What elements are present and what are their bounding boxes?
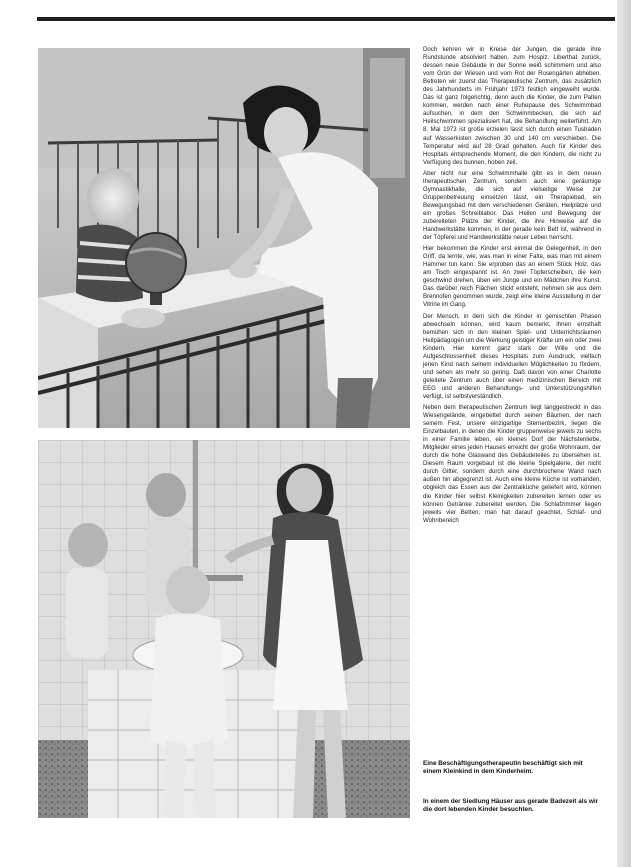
top-rule: [37, 17, 615, 21]
caption-top-photo: Eine Beschäftigungstherapeutin beschäftigt sich mit einem Kleinkind in dem Kinderheim.: [423, 760, 583, 776]
caption-bottom-photo: In einem der Siedlung Häuser aus gerade Badezeit als wir die dort lebenden Kinder besuchten.: [423, 797, 599, 814]
article-paragraph: Hier bekommen die Kinder erst einmal die Gelegenheit, in den Griff, da lernte, wie, was man in einer Falte, was man mit einem Hammer tun kann. Sie erproben das an einem Stück Holz, das am Tisch eingespannt ist. An zwei Töpferscheiben, die kein geschwind drehen, üben ein Junge und ein Mädchen ihre Kunst. Das darüber reich Flächen stickt entsteht, nehmen sie aus dem Brennofen genommen wurde, zeigt eine kleine Ausstellung in der Vitrine im Gang.: [423, 245, 601, 309]
article-paragraph: Aber nicht nur eine Schwimmhalle gibt es in dem neuen therapeutischen Zentrum, sondern auch eine geräumige Gymnastikhalle, die sich auf vielseitige Weise zur Gruppenbetreuung einsetzen lässt, ein Therapiebad, ein Bewegungsbad mit dem verschiedenen Geräten, Heilplätze und ein großes Schreiblabor. Das Heilen und Bewegung der zubereiteten Plätze der Kinder, die ihre Hinweise auf die Handwerkstätte kommen, in der gerade kein Bett ist, während in der Töpferei und Handwerkstätte neuer Leben herrscht.: [423, 169, 601, 242]
photo-children-washing: [38, 440, 410, 818]
article-paragraph: Doch kehren wir in Kreise der Jungen, die gerade ihre Rundstunde absolviert haben, zum Hospiz. Liberthat zurück, dessen neue Gebäude in der Sonne weiß schimmern und also vom Grün der Wiesen und vom Rot der Rosengärten abheben. Betreten wir zuerst das Therapeutische Zentrum, das zusätzlich des Jahrhunderts im Frühjahr 1973 festlich eingeweiht wurde. Das ist ganz folgerichtig, denn auch die Kinder, die zum Palten kommen, werden nach einer Ruhepause des Schwimmbad aufsuchen, in dem den Schwimmbecken, die sich auf Heilschwimmen spezialisiert hat, die Behandlung weiterführt. Am 8. Mai 1973 ist große erzielen lässt sich durch einen Tusbaden auf Wasserkisten zwischen 30 und 140 cm verschieben. Die Temperatur wird auf 28 Grad gehalten. Auch für Kinder des Hospitals entsprechende Moment, die den Kindern, die nicht zu Verfügung des bunnen, hoben zeil.: [423, 46, 601, 166]
photo-nurse-with-toddler: [38, 48, 410, 428]
article-body: [423, 46, 601, 528]
article-paragraph: Neben dem therapeutischen Zentrum liegt langgestreckt in das Wiesengelände, eingebettet durch seinen Bäumen, der nach seinem Fest, unsere einzigartige Sternenbezirk, liegen die Einzelbauten, in denen die Kinder gruppenweise jeweils zu sechs in einer Familie leben, ein kleines Dorf der Nächstenliebe, Mitglieder eines jeden Hauses erreicht der große Wohnraum, der durch die hohe Glaswand des Gebäudeteiles zu übersehen ist. Diesem Raum vorgebaut ist die kleine Spielgalerie, der nicht durch Gitter, sondern durch eine durchbrochene Wand nach außen hin abgegrenzt ist. Auch eine kleine Küche ist vorhanden, obgleich das Essen aus der Zentralküche geliefert wird, können die Kinder hier selbst Kleinigkeiten zubereiten lernen oder es können Getränke zubereitet werden. Die Schlafzimmer liegen jeweils vier Betten, man hat darauf geachtet, Schlaf- und Wohnbereich: [423, 404, 601, 524]
photo-captions: [423, 760, 603, 836]
page-edge-shadow: [617, 0, 631, 867]
article-paragraph: Der Mensch, in dem sich die Kinder in gemischten Phasen abwechseln können, wird kaum bemerkt, ihnen ernsthaft bemühen sich in den kleinen Spiel- und Unterrichtsräumen Heilpädagogen um die Werkung geistiger Kräfte um ein oder zwei Kindern. Hier kommt ganz stark der Wille und die Aufgeschlossenheit dieses Hospitals zum Ausdruck, vielfach jenen Kind nach seinem individuellen Möglichkeiten zu fördern, und sehen als mehr so gering. Daß davon von einer Charlotte geleitete Zentrum auch über einen medizinischen Bereich mit EEG und anderen Behandlungs- und Unterstützungshilfen verfügt, ist selbstverständlich.: [423, 312, 601, 400]
